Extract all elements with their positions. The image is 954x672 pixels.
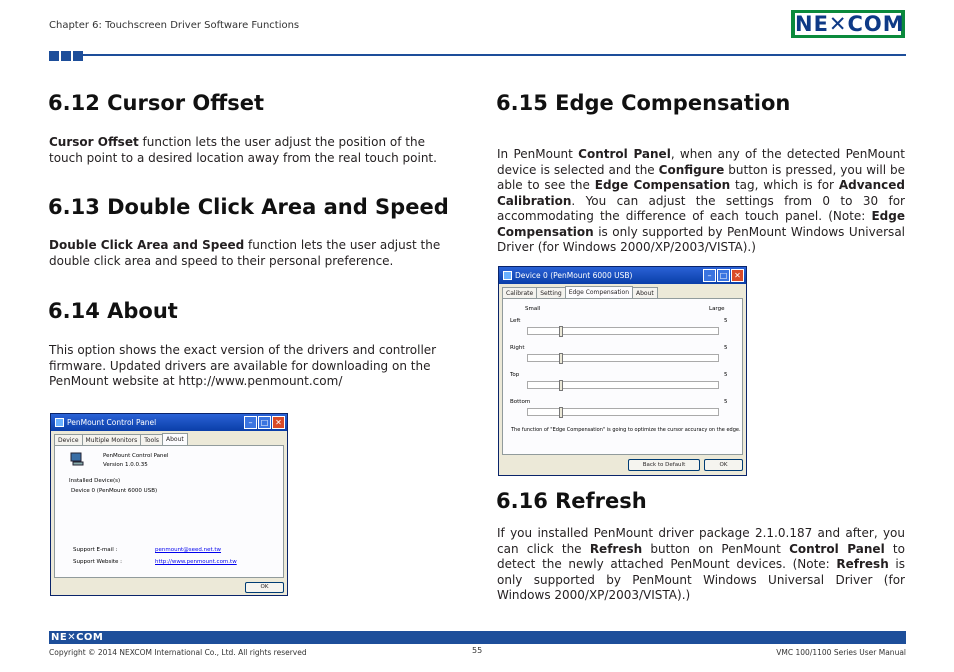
edge-title: Device 0 (PenMount 6000 USB) [515,271,633,280]
term-cursor-offset: Cursor Offset [49,135,139,149]
ok-button[interactable]: OK [704,459,743,471]
chapter-title: Chapter 6: Touchscreen Driver Software Functions [49,20,300,31]
top-slider[interactable] [527,381,719,389]
tab-about[interactable]: About [632,287,658,301]
page-number: 55 [472,646,483,655]
left-value: 5 [724,318,728,324]
bottom-value: 5 [724,399,728,405]
computer-icon [69,451,85,467]
app-icon [503,271,512,280]
about-titlebar [51,414,287,431]
back-to-default-button[interactable]: Back to Default [628,459,700,471]
top-value: 5 [724,372,728,378]
minimize-icon[interactable]: – [703,269,716,282]
heading-6-15: 6.15 Edge Compensation [496,91,791,115]
text-6-13: function lets the user adjust the double click area and speed to their personal preference. [49,238,441,268]
small-label: Small [525,306,541,312]
right-slider[interactable] [527,354,719,362]
about-panel [54,445,284,578]
installed-label: Installed Device(s) [69,478,121,484]
slider-thumb[interactable] [559,407,563,418]
edge-note: The function of "Edge Compensation" is going to optimize the cursor accuracy on the edge. [511,427,741,433]
email-label: Support E-mail : [73,547,118,553]
footer-copyright: Copyright © 2014 NEXCOM International Co., Ltd. All rights reserved [49,648,307,657]
product-name: PenMount Control Panel [103,453,169,459]
term-double-click: Double Click Area and Speed [49,238,245,252]
edge-titlebar [499,267,746,284]
bottom-label: Bottom [510,399,531,405]
heading-6-14: 6.14 About [48,299,178,323]
para-6-15: In PenMount Control Panel, when any of the detected PenMount device is selected and the Configure button is pressed, you will be able to see the Edge Compensation tag, which is for Advanced Calibration. You can adjust the settings from 0 to 30 for accommodating the difference of each touch panel. (Note: Edge Compensation is only supported by PenMount Windows Universal Driver (for Windows 2000/XP/2003/VISTA).) [497,147,906,254]
right-label: Right [510,345,525,351]
footer-manual-title: VMC 100/1100 Series User Manual [776,648,906,657]
footer-bar [49,631,906,644]
slider-thumb[interactable] [559,353,563,364]
heading-6-16: 6.16 Refresh [496,489,647,513]
logo-text: NE✕COM [795,12,905,36]
tab-edge-compensation[interactable]: Edge Compensation [565,286,633,300]
nexcom-logo [791,10,905,38]
website-label: Support Website : [73,559,123,565]
para-6-12 [49,135,459,166]
app-icon [55,418,64,427]
tab-calibrate[interactable]: Calibrate [502,287,537,301]
tab-about[interactable]: About [162,433,188,447]
tab-device[interactable]: Device [54,434,83,448]
bottom-slider[interactable] [527,408,719,416]
edge-dialog [498,266,747,476]
edge-panel [502,298,743,455]
slider-thumb[interactable] [559,380,563,391]
top-label: Top [510,372,520,378]
ok-button[interactable]: OK [245,582,284,593]
para-6-16: If you installed PenMount driver package 2.1.0.187 and after, you can click the Refresh button on PenMount Control Panel to detect the newly attached PenMount devices. (Note: Refresh is only supported by PenMount Windows Universal Driver (for Windows 2000/XP/2003/VISTA).) [497,526,905,602]
left-label: Left [510,318,521,324]
about-title: PenMount Control Panel [67,418,157,427]
para-6-13 [49,238,459,269]
close-icon[interactable]: ✕ [731,269,744,282]
about-dialog [50,413,288,596]
header-squares [49,51,83,61]
heading-6-13: 6.13 Double Click Area and Speed [48,195,449,219]
installed-device: Device 0 (PenMount 6000 USB) [71,488,158,494]
product-version: Version 1.0.0.35 [103,462,148,468]
left-slider[interactable] [527,327,719,335]
slider-thumb[interactable] [559,326,563,337]
para-6-14: This option shows the exact version of the drivers and controller firmware. Updated drivers are available for downloading on the PenMount website at http://www.penmount.com/ [49,343,437,388]
tab-multiple-monitors[interactable]: Multiple Monitors [82,434,142,448]
maximize-icon[interactable]: □ [258,416,271,429]
right-value: 5 [724,345,728,351]
tab-setting[interactable]: Setting [536,287,565,301]
close-icon[interactable]: ✕ [272,416,285,429]
website-link[interactable]: http://www.penmount.com.tw [155,559,237,565]
large-label: Large [709,306,725,312]
minimize-icon[interactable]: – [244,416,257,429]
header-rule [78,54,906,56]
text-6-12: function lets the user adjust the position of the touch point to a desired location away from the real touch point. [49,135,437,165]
tab-tools[interactable]: Tools [140,434,163,448]
heading-6-12: 6.12 Cursor Offset [48,91,265,115]
footer-logo: NE✕COM [51,632,104,643]
email-link[interactable]: penmount@seed.net.tw [155,547,222,553]
maximize-icon[interactable]: □ [717,269,730,282]
